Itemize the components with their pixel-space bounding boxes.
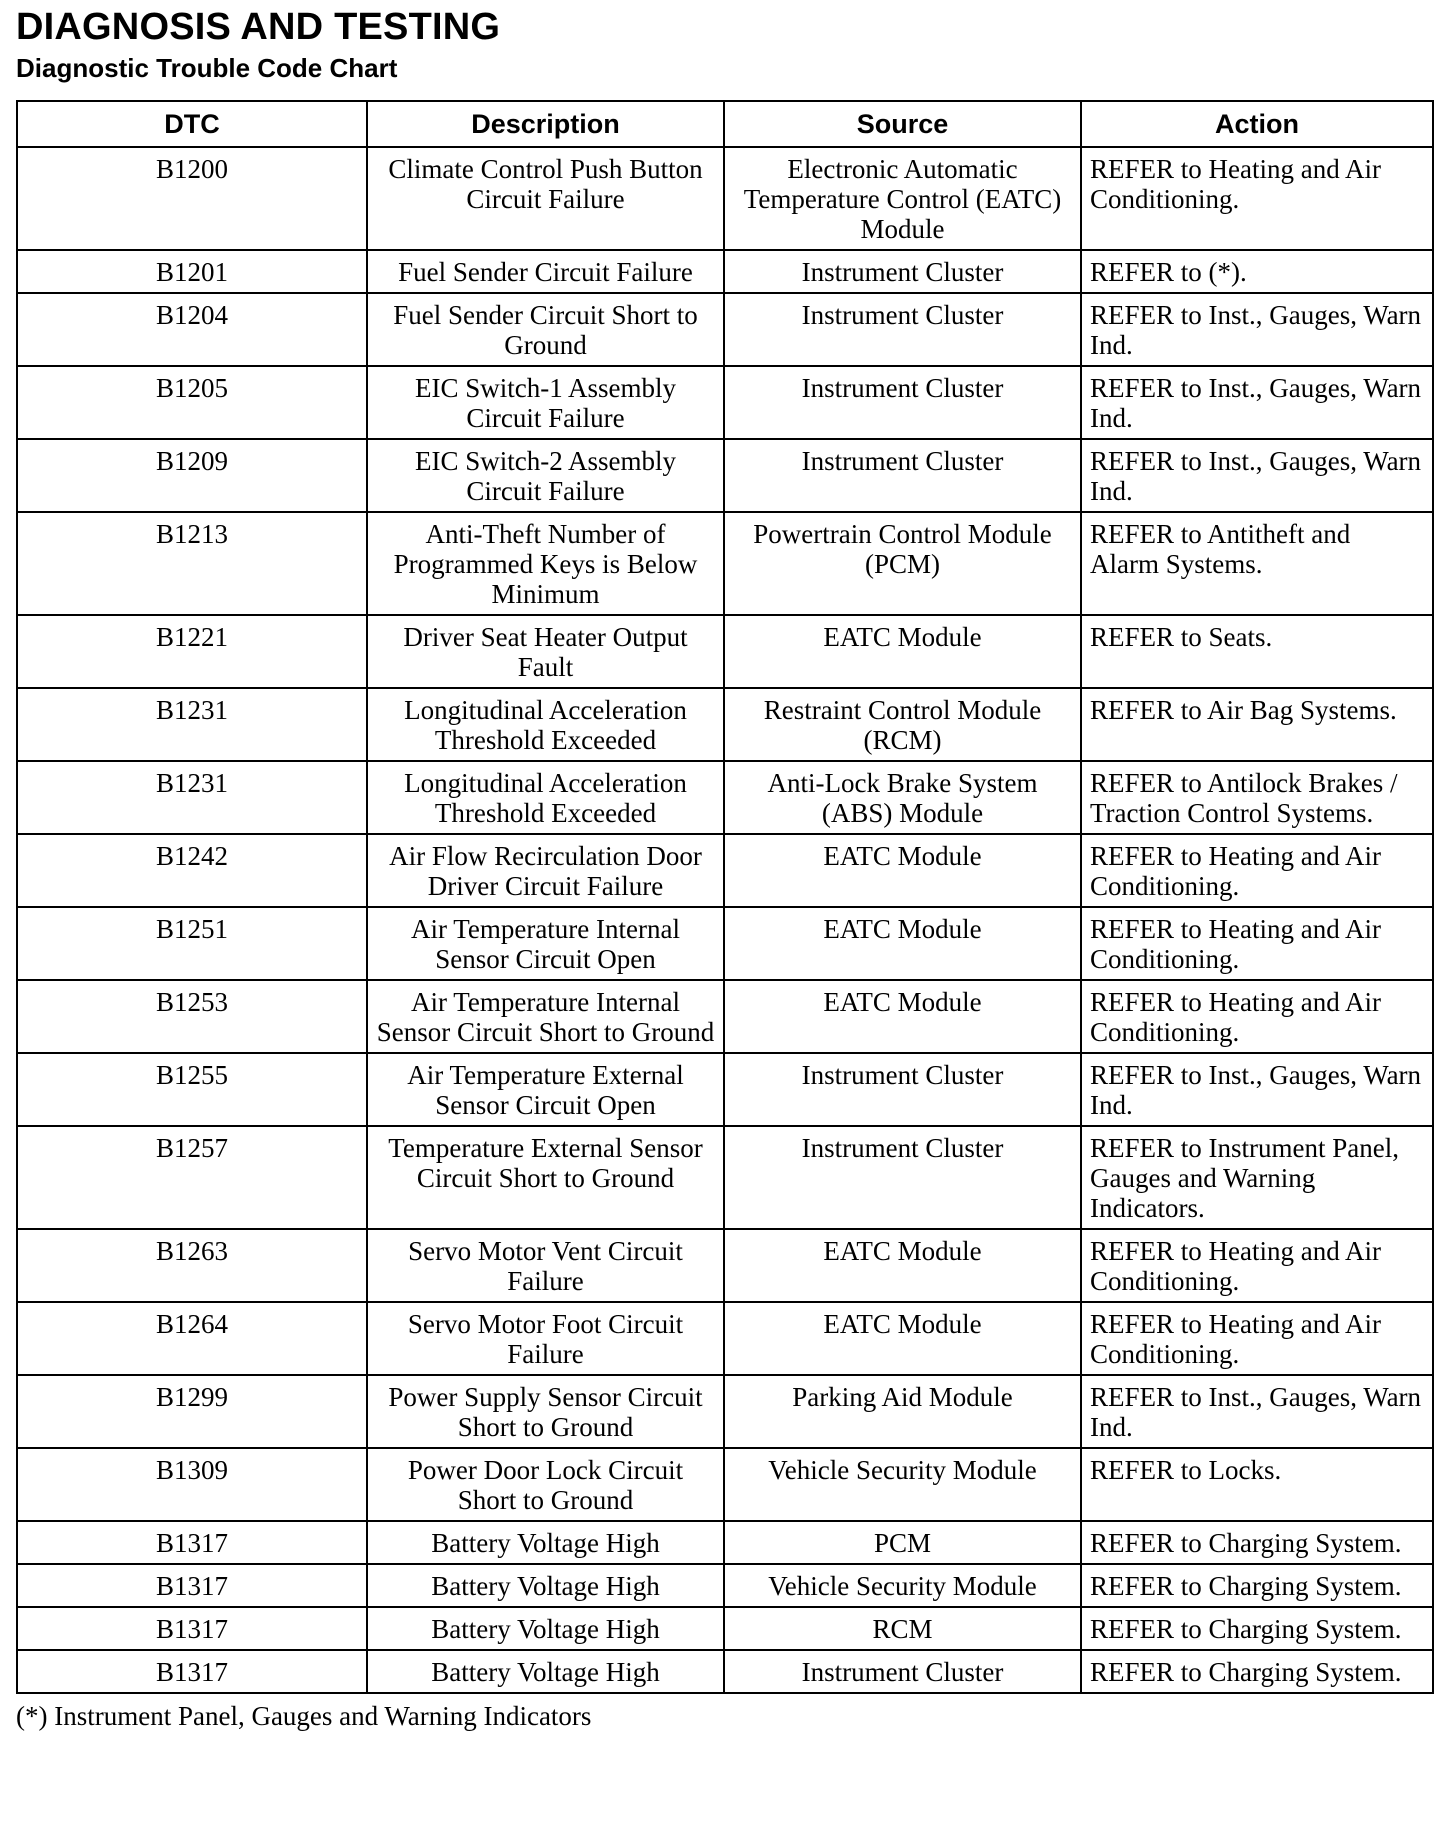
table-body [17, 147, 1433, 1693]
dtc-cell: B1317 [17, 1607, 367, 1650]
dtc-cell: B1209 [17, 439, 367, 512]
table-row [17, 250, 1433, 293]
action-cell: REFER to Heating and Air Conditioning. [1081, 147, 1433, 250]
dtc-cell: B1299 [17, 1375, 367, 1448]
source-cell: Instrument Cluster [724, 1053, 1081, 1126]
description-cell: EIC Switch-1 Assembly Circuit Failure [367, 366, 724, 439]
source-cell: EATC Module [724, 834, 1081, 907]
dtc-cell: B1255 [17, 1053, 367, 1126]
description-cell: Air Temperature External Sensor Circuit Open [367, 1053, 724, 1126]
source-cell: PCM [724, 1521, 1081, 1564]
table-row [17, 761, 1433, 834]
chart-subtitle: Diagnostic Trouble Code Chart [16, 53, 398, 83]
table-row [17, 1126, 1433, 1229]
description-cell: Driver Seat Heater Output Fault [367, 615, 724, 688]
description-cell: Air Flow Recirculation Door Driver Circuit Failure [367, 834, 724, 907]
page-title: DIAGNOSIS AND TESTING [16, 6, 501, 48]
dtc-cell: B1231 [17, 688, 367, 761]
table-row [17, 439, 1433, 512]
source-cell: Parking Aid Module [724, 1375, 1081, 1448]
document-page [16, 0, 1440, 1732]
source-cell: Instrument Cluster [724, 1650, 1081, 1693]
table-row [17, 512, 1433, 615]
description-cell: Fuel Sender Circuit Failure [367, 250, 724, 293]
description-cell: Air Temperature Internal Sensor Circuit Open [367, 907, 724, 980]
action-cell: REFER to Antilock Brakes / Traction Control Systems. [1081, 761, 1433, 834]
source-cell: Powertrain Control Module (PCM) [724, 512, 1081, 615]
action-cell: REFER to Antitheft and Alarm Systems. [1081, 512, 1433, 615]
action-cell: REFER to Locks. [1081, 1448, 1433, 1521]
action-cell: REFER to Inst., Gauges, Warn Ind. [1081, 1375, 1433, 1448]
description-cell: Power Door Lock Circuit Short to Ground [367, 1448, 724, 1521]
dtc-cell: B1231 [17, 761, 367, 834]
table-row [17, 688, 1433, 761]
action-cell: REFER to Inst., Gauges, Warn Ind. [1081, 439, 1433, 512]
table-row [17, 1229, 1433, 1302]
source-cell: Anti-Lock Brake System (ABS) Module [724, 761, 1081, 834]
description-cell: Battery Voltage High [367, 1607, 724, 1650]
table-row [17, 1448, 1433, 1521]
source-cell: Instrument Cluster [724, 1126, 1081, 1229]
column-header-dtc: DTC [17, 101, 367, 147]
column-header-source: Source [724, 101, 1081, 147]
dtc-cell: B1221 [17, 615, 367, 688]
table-row [17, 615, 1433, 688]
table-header-row [17, 101, 1433, 147]
action-cell: REFER to Charging System. [1081, 1650, 1433, 1693]
dtc-cell: B1200 [17, 147, 367, 250]
action-cell: REFER to Heating and Air Conditioning. [1081, 907, 1433, 980]
table-row [17, 980, 1433, 1053]
action-cell: REFER to Inst., Gauges, Warn Ind. [1081, 1053, 1433, 1126]
dtc-cell: B1264 [17, 1302, 367, 1375]
description-cell: Battery Voltage High [367, 1650, 724, 1693]
dtc-cell: B1205 [17, 366, 367, 439]
source-cell: Instrument Cluster [724, 250, 1081, 293]
dtc-cell: B1317 [17, 1564, 367, 1607]
source-cell: RCM [724, 1607, 1081, 1650]
source-cell: Instrument Cluster [724, 293, 1081, 366]
dtc-cell: B1201 [17, 250, 367, 293]
source-cell: Instrument Cluster [724, 366, 1081, 439]
dtc-cell: B1309 [17, 1448, 367, 1521]
description-cell: Power Supply Sensor Circuit Short to Ground [367, 1375, 724, 1448]
dtc-cell: B1317 [17, 1521, 367, 1564]
table-row [17, 1302, 1433, 1375]
table-row [17, 1053, 1433, 1126]
dtc-cell: B1242 [17, 834, 367, 907]
description-cell: Longitudinal Acceleration Threshold Exceeded [367, 688, 724, 761]
table-row [17, 834, 1433, 907]
dtc-cell: B1263 [17, 1229, 367, 1302]
table-row [17, 1375, 1433, 1448]
source-cell: EATC Module [724, 907, 1081, 980]
dtc-cell: B1251 [17, 907, 367, 980]
action-cell: REFER to Charging System. [1081, 1564, 1433, 1607]
action-cell: REFER to Heating and Air Conditioning. [1081, 1302, 1433, 1375]
dtc-cell: B1213 [17, 512, 367, 615]
table-row [17, 366, 1433, 439]
table-row [17, 1607, 1433, 1650]
table-row [17, 907, 1433, 980]
description-cell: Temperature External Sensor Circuit Short to Ground [367, 1126, 724, 1229]
source-cell: Vehicle Security Module [724, 1564, 1081, 1607]
description-cell: Servo Motor Foot Circuit Failure [367, 1302, 724, 1375]
action-cell: REFER to Charging System. [1081, 1521, 1433, 1564]
description-cell: Fuel Sender Circuit Short to Ground [367, 293, 724, 366]
dtc-cell: B1317 [17, 1650, 367, 1693]
action-cell: REFER to Heating and Air Conditioning. [1081, 980, 1433, 1053]
source-cell: EATC Module [724, 1229, 1081, 1302]
source-cell: Electronic Automatic Temperature Control (EATC) Module [724, 147, 1081, 250]
source-cell: EATC Module [724, 615, 1081, 688]
column-header-description: Description [367, 101, 724, 147]
action-cell: REFER to Seats. [1081, 615, 1433, 688]
description-cell: Servo Motor Vent Circuit Failure [367, 1229, 724, 1302]
source-cell: Restraint Control Module (RCM) [724, 688, 1081, 761]
dtc-cell: B1253 [17, 980, 367, 1053]
table-row [17, 1564, 1433, 1607]
description-cell: Battery Voltage High [367, 1521, 724, 1564]
description-cell: Battery Voltage High [367, 1564, 724, 1607]
dtc-table [16, 100, 1434, 1694]
dtc-cell: B1257 [17, 1126, 367, 1229]
source-cell: Vehicle Security Module [724, 1448, 1081, 1521]
description-cell: EIC Switch-2 Assembly Circuit Failure [367, 439, 724, 512]
action-cell: REFER to Charging System. [1081, 1607, 1433, 1650]
action-cell: REFER to (*). [1081, 250, 1433, 293]
action-cell: REFER to Heating and Air Conditioning. [1081, 1229, 1433, 1302]
source-cell: EATC Module [724, 980, 1081, 1053]
description-cell: Air Temperature Internal Sensor Circuit Short to Ground [367, 980, 724, 1053]
description-cell: Anti-Theft Number of Programmed Keys is Below Minimum [367, 512, 724, 615]
source-cell: EATC Module [724, 1302, 1081, 1375]
dtc-cell: B1204 [17, 293, 367, 366]
table-row [17, 147, 1433, 250]
table-row [17, 1650, 1433, 1693]
action-cell: REFER to Inst., Gauges, Warn Ind. [1081, 366, 1433, 439]
column-header-action: Action [1081, 101, 1433, 147]
action-cell: REFER to Heating and Air Conditioning. [1081, 834, 1433, 907]
source-cell: Instrument Cluster [724, 439, 1081, 512]
table-row [17, 293, 1433, 366]
footnote: (*) Instrument Panel, Gauges and Warning Indicators [16, 1701, 592, 1731]
table-row [17, 1521, 1433, 1564]
action-cell: REFER to Inst., Gauges, Warn Ind. [1081, 293, 1433, 366]
description-cell: Climate Control Push Button Circuit Failure [367, 147, 724, 250]
action-cell: REFER to Instrument Panel, Gauges and Warning Indicators. [1081, 1126, 1433, 1229]
action-cell: REFER to Air Bag Systems. [1081, 688, 1433, 761]
description-cell: Longitudinal Acceleration Threshold Exceeded [367, 761, 724, 834]
